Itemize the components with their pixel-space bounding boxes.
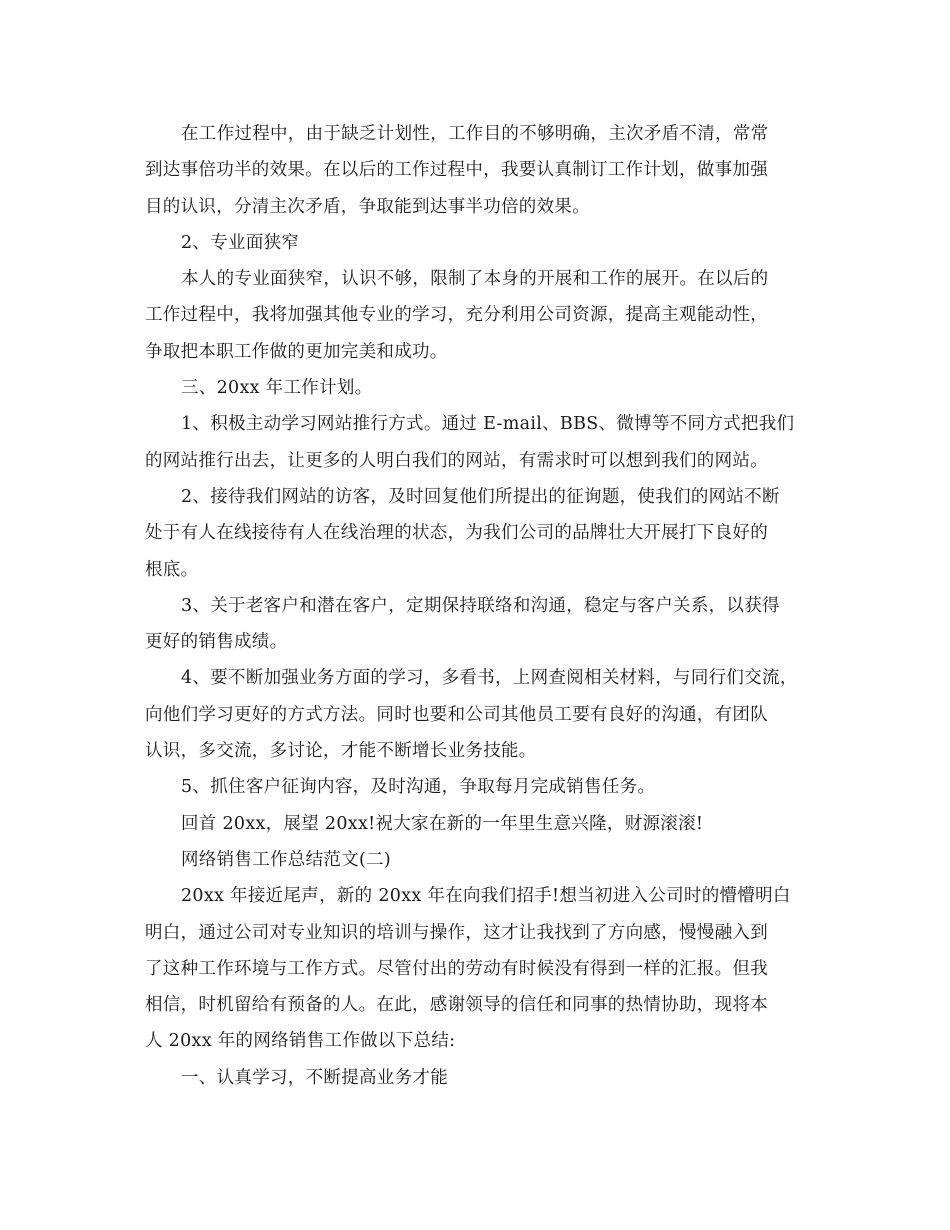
text-line: 明白，通过公司对专业知识的培训与操作，这才让我找到了方向感，慢慢融入到 xyxy=(145,922,768,943)
text-line: 争取把本职工作做的更加完美和成功。 xyxy=(145,341,448,362)
text-line: 2、接待我们网站的访客，及时回复他们所提出的征询题，使我们的网站不断 xyxy=(181,486,780,507)
text-line: 到达事倍功半的效果。在以后的工作过程中，我要认真制订工作计划，做事加强 xyxy=(145,160,768,181)
text-line: 相信，时机留给有预备的人。在此，感谢领导的信任和同事的热情协助，现将本 xyxy=(145,995,768,1016)
text-line: 向他们学习更好的方式方法。同时也要和公司其他员工要有良好的沟通，有团队 xyxy=(145,704,768,725)
text-line: 本人的专业面狭窄，认识不够，限制了本身的开展和工作的展开。在以后的 xyxy=(181,269,769,290)
text-line: 处于有人在线接待有人在线治理的状态，为我们公司的品牌壮大开展打下良好的 xyxy=(145,523,768,544)
text-line: 5、抓住客户征询内容，及时沟通，争取每月完成销售任务。 xyxy=(181,777,656,798)
text-line: 20xx 年接近尾声，新的 20xx 年在向我们招手!想当初进入公司时的懵懵明白 xyxy=(181,886,791,907)
text-line: 网络销售工作总结范文(二) xyxy=(181,849,392,870)
text-line: 3、关于老客户和潜在客户，定期保持联络和沟通，稳定与客户关系，以获得 xyxy=(181,595,780,616)
text-line: 回首 20xx，展望 20xx!祝大家在新的一年里生意兴隆，财源滚滚! xyxy=(181,813,704,834)
text-line: 4、要不断加强业务方面的学习，多看书，上网查阅相关材料，与同行们交流， xyxy=(181,668,798,689)
text-line: 认识，多交流，多讨论，才能不断增长业务技能。 xyxy=(145,741,537,762)
text-line: 目的认识，分清主次矛盾，争取能到达事半功倍的效果。 xyxy=(145,196,590,217)
text-line: 了这种工作环境与工作方式。尽管付出的劳动有时候没有得到一样的汇报。但我 xyxy=(145,958,768,979)
text-line: 工作过程中，我将加强其他专业的学习，充分利用公司资源，提高主观能动性， xyxy=(145,305,768,326)
text-line: 人 20xx 年的网络销售工作做以下总结: xyxy=(145,1031,456,1052)
text-line: 在工作过程中，由于缺乏计划性，工作目的不够明确，主次矛盾不清，常常 xyxy=(181,124,769,144)
text-line: 2、专业面狭窄 xyxy=(181,232,300,253)
text-line: 一、认真学习，不断提高业务才能 xyxy=(181,1067,448,1088)
text-line: 三、20xx 年工作计划。 xyxy=(181,378,373,399)
text-line: 的网站推行出去，让更多的人明白我们的网站，有需求时可以想到我们的网站。 xyxy=(145,450,768,471)
text-line: 更好的销售成绩。 xyxy=(145,632,288,653)
text-line: 根底。 xyxy=(145,559,199,580)
text-line: 1、积极主动学习网站推行方式。通过 E-mail、BBS、微博等不同方式把我们 xyxy=(181,414,795,435)
document-body xyxy=(145,116,815,1096)
